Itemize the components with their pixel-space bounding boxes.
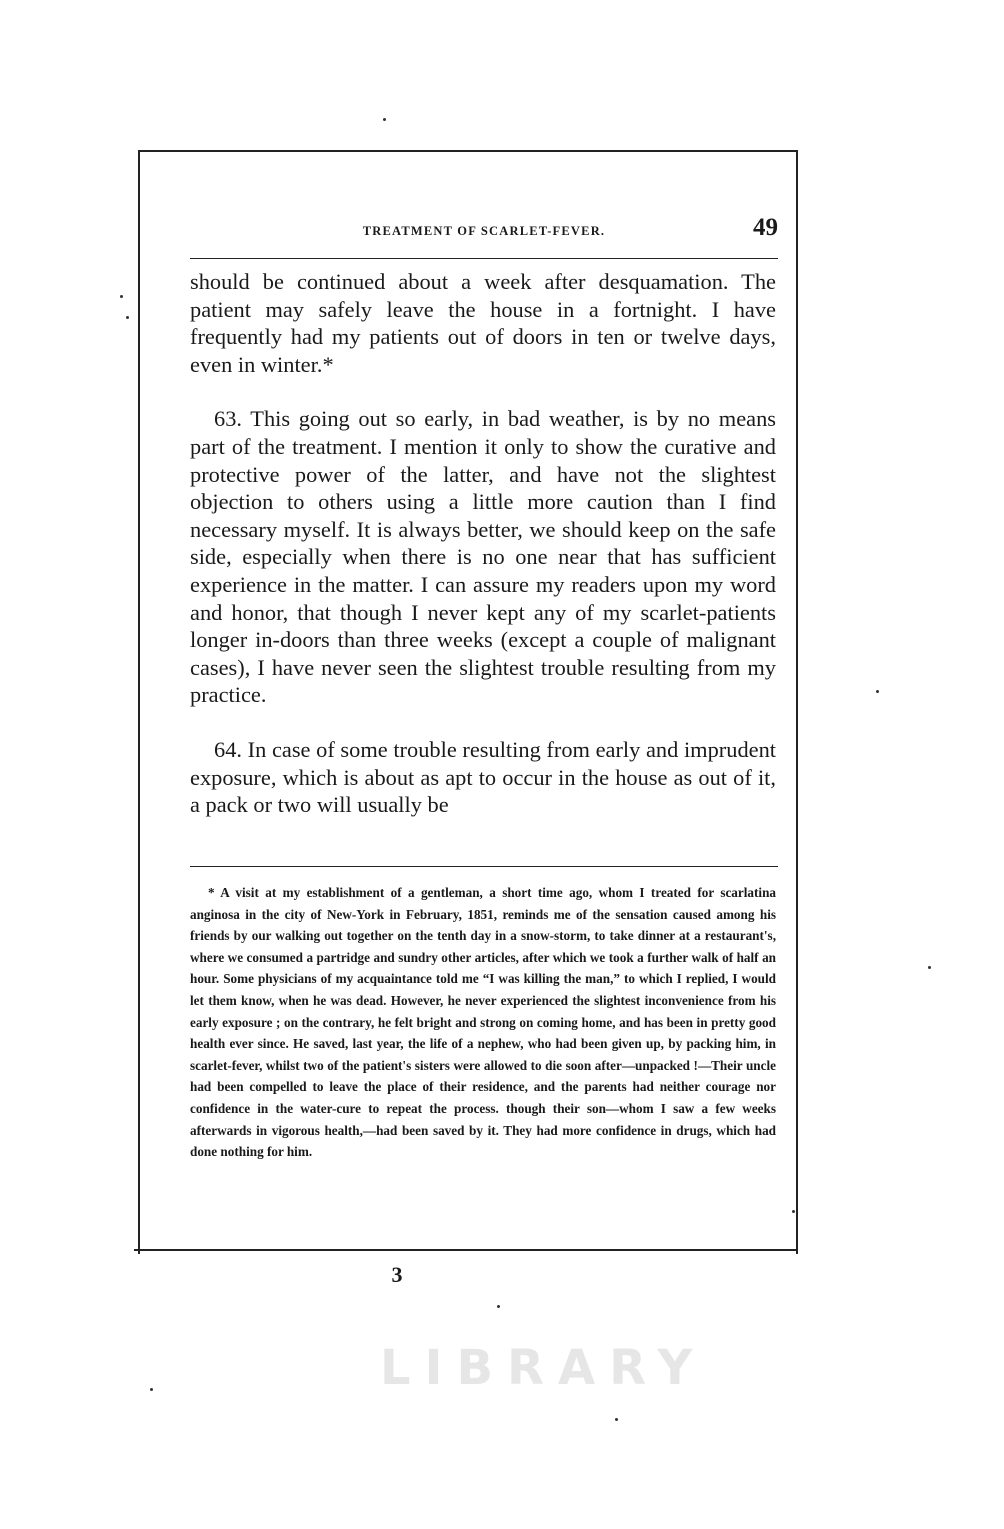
footnote-text: * A visit at my establishment of a gentleman, a short time ago, whom I treated for scarlatina anginosa in the city of New-York in February, 1851, reminds me of the sensation caused among his friends by our walking out together on the tenth day in a snow-storm, to take dinner at a restaurant's, where we consumed a partridge and sundry other articles, after which we took a further walk of half an hour. Some physicians of my acquaintance told me “I was killing the man,” to which I replied, I would let them know, when he was dead. However, he never experienced the slightest inconvenience from his early exposure ; on the contrary, he felt bright and strong on coming home, and has been in pretty good health ever since. He saved, last year, the life of a nephew, who had been given up, by packing him, in scarlet-fever, whilst two of the patient's sisters were allowed to die soon after—unpacked !—Their uncle had been compelled to leave the place of their residence, and the parents had neither courage nor confidence in the water-cure to repeat the process. though their son—whom I saw a few weeks afterwards in vigorous health,—had been saved by it. They had more confidence in drugs, which had done nothing for him. [190,885,776,1160]
body-text [190,268,776,846]
paragraph-number: 64. [214,736,242,762]
ink-speck [876,690,879,693]
ink-speck [792,1210,795,1213]
footnote [190,882,776,1163]
paragraph-number: 63. [214,406,242,432]
ink-speck [383,118,386,121]
library-stamp-watermark [380,1340,706,1396]
ink-speck [120,295,123,298]
ink-speck [126,316,129,319]
ink-speck [928,966,931,969]
signature-number: 3 [391,1262,403,1287]
running-head [190,214,778,246]
signature-mark [0,1262,1004,1288]
paragraph-64 [190,736,776,819]
ink-speck [615,1418,618,1421]
stamp-text: LIBRARY [380,1340,707,1396]
paragraph-text: should be continued about a week after desquamation. The patient may safely leave the house in a fortnight. I have frequently had my patients out of doors in ten or twelve days, even in winter.* [190,269,776,377]
frame-bottom-rule [134,1249,798,1251]
paragraph-text: In case of some trouble resulting from early and imprudent exposure, which is about as apt to occur in the house as out of it, a pack or two will usually be [190,736,776,818]
header-rule [190,258,778,259]
ink-speck [150,1388,153,1391]
paragraph-63 [190,405,776,709]
running-title: TREATMENT OF SCARLET-FEVER. [362,224,606,238]
paragraph-continued [190,268,776,378]
page-number: 49 [753,214,778,241]
footnote-rule [190,866,778,867]
paragraph-text: This going out so early, in bad weather, is by no means part of the treatment. I mention it only to show the curative and protective power of the latter, and have not the slightest objection to others using a little more caution than I find necessary myself. It is always better, we should keep on the safe side, especially when there is no one near that has sufficient experience in the matter. I can assure my readers upon my word and honor, that though I never kept any of my scarlet-patients longer in-doors than three weeks (except a couple of malignant cases), I have never seen the slightest trouble resulting from my practice. [190,406,776,708]
ink-speck [497,1305,500,1308]
